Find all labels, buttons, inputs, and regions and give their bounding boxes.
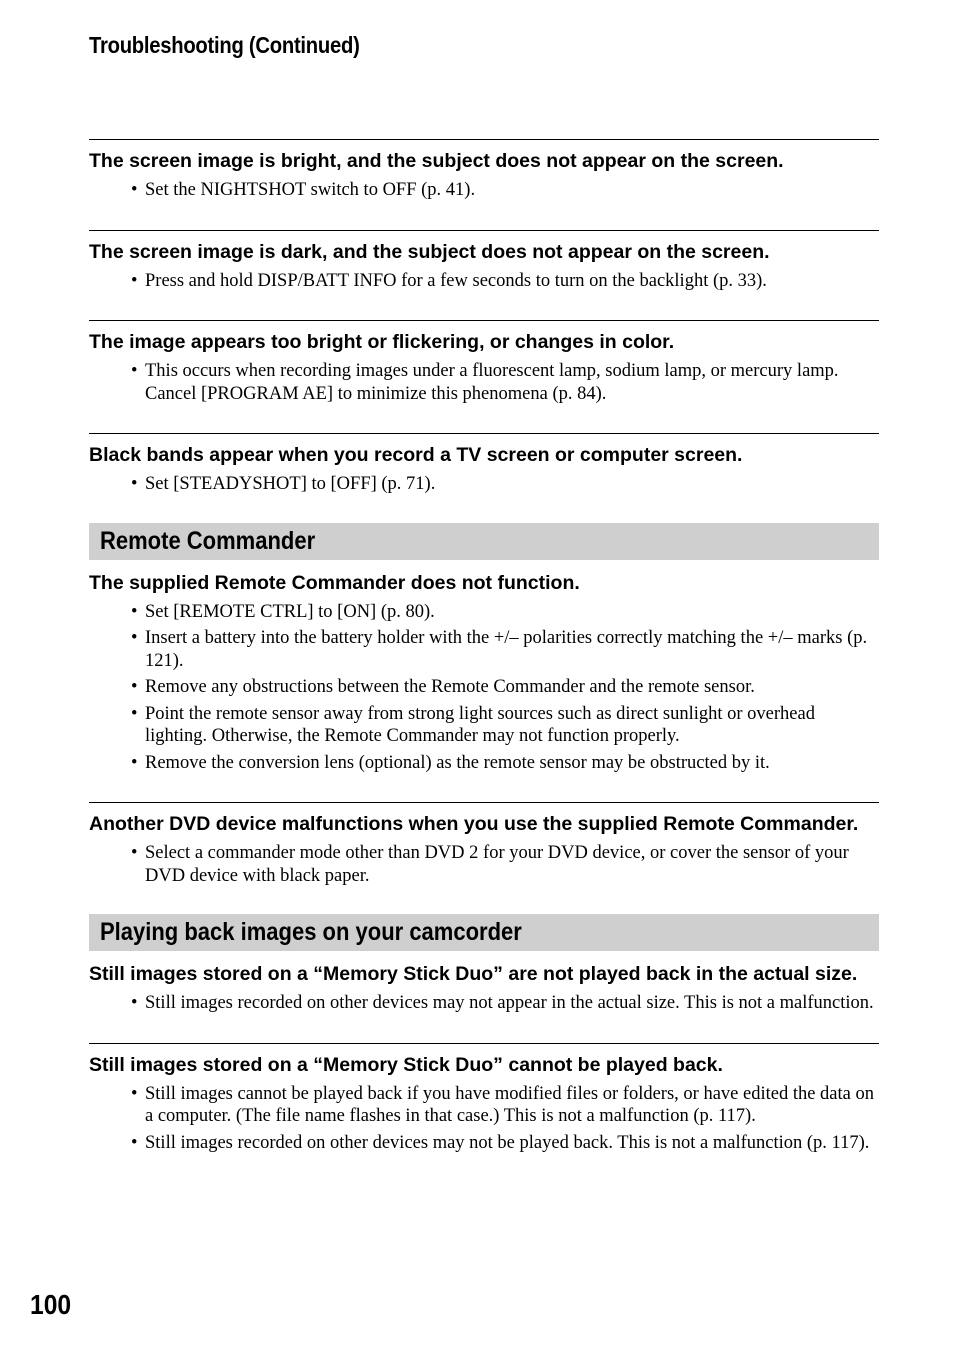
solution-item: • Remove the conversion lens (optional) as the remote sensor may be obstructed by it. [145, 752, 879, 775]
troubleshooting-item [89, 951, 879, 1043]
solution-item: • Set [REMOTE CTRL] to [ON] (p. 80). [145, 601, 879, 624]
category-title: Remote Commander [100, 526, 316, 555]
troubleshooting-item [89, 802, 879, 915]
troubleshooting-content [89, 139, 879, 1182]
category-title: Playing back images on your camcorder [100, 918, 522, 946]
symptom-heading: The supplied Remote Commander does not function. [89, 571, 580, 594]
troubleshooting-item [89, 433, 879, 524]
symptom-heading: Still images stored on a “Memory Stick Duo” are not played back in the actual size. [89, 963, 858, 985]
page-number: 100 [30, 1289, 72, 1320]
solution-item: • Point the remote sensor away from strong light sources such as direct sunlight or overhead lighting. Otherwise, the Remote Commander may not function properly. [145, 703, 879, 748]
solution-list [89, 179, 879, 202]
category-heading [89, 914, 879, 951]
solution-item: • This occurs when recording images under a fluorescent lamp, sodium lamp, or mercury lamp. Cancel [PROGRAM AE] to minimize this phenomena (p. 84). [145, 360, 879, 405]
symptom-heading: The screen image is dark, and the subject does not appear on the screen. [89, 240, 770, 263]
solution-list [89, 842, 879, 887]
solution-item: • Still images recorded on other devices may not be played back. This is not a malfunction (p. 117). [145, 1132, 879, 1155]
page-header: Troubleshooting (Continued) [89, 32, 360, 58]
category-heading [89, 523, 879, 560]
solution-list [89, 992, 879, 1015]
solution-item: • Insert a battery into the battery holder with the +/– polarities correctly matching the +/– marks (p. 121). [145, 627, 879, 672]
solution-item: • Remove any obstructions between the Remote Commander and the remote sensor. [145, 676, 879, 699]
solution-list [89, 473, 879, 496]
troubleshooting-item [89, 139, 879, 230]
solution-list [89, 270, 879, 293]
solution-list [89, 1083, 879, 1155]
solution-item: • Set [STEADYSHOT] to [OFF] (p. 71). [145, 473, 879, 496]
solution-list [89, 601, 879, 775]
solution-item: • Still images recorded on other devices may not appear in the actual size. This is not a malfunction. [145, 992, 879, 1015]
troubleshooting-item [89, 320, 879, 433]
troubleshooting-item [89, 560, 879, 803]
solution-list [89, 360, 879, 405]
solution-item: • Select a commander mode other than DVD 2 for your DVD device, or cover the sensor of your DVD device with black paper. [145, 842, 879, 887]
symptom-heading: The image appears too bright or flickering, or changes in color. [89, 331, 675, 353]
troubleshooting-item [89, 1043, 879, 1183]
symptom-heading: The screen image is bright, and the subject does not appear on the screen. [89, 150, 784, 172]
symptom-heading: Still images stored on a “Memory Stick Duo” cannot be played back. [89, 1053, 723, 1076]
troubleshooting-item [89, 230, 879, 321]
symptom-heading: Black bands appear when you record a TV screen or computer screen. [89, 444, 743, 466]
solution-item: • Set the NIGHTSHOT switch to OFF (p. 41). [145, 179, 879, 202]
solution-item: • Still images cannot be played back if you have modified files or folders, or have edited the data on a computer. (The file name flashes in that case.) This is not a malfunction (p. 117). [145, 1083, 879, 1128]
symptom-heading: Another DVD device malfunctions when you use the supplied Remote Commander. [89, 813, 859, 835]
solution-item: • Press and hold DISP/BATT INFO for a few seconds to turn on the backlight (p. 33). [145, 270, 879, 293]
